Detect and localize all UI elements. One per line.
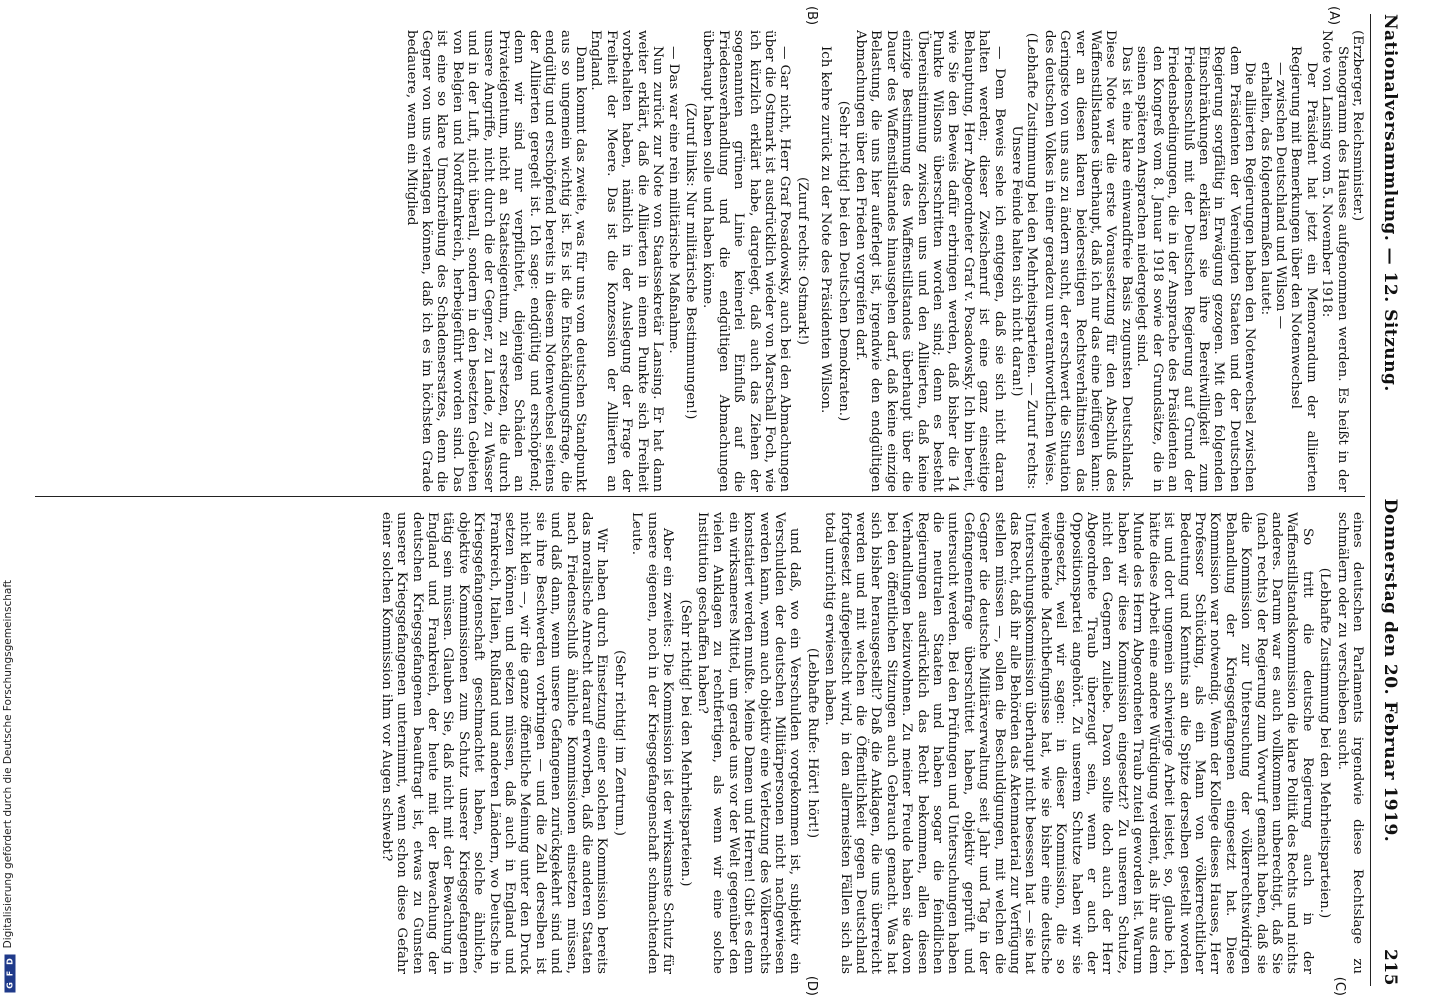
running-head: [1373, 14, 1407, 986]
paragraph: (Erzberger, Reichsminister.): [1350, 30, 1365, 222]
paragraph: Ich kehre zurück zu der Note des Präsidenten Wilson.: [818, 46, 834, 414]
interjection: (Lebhafte Zustimmung bei den Mehrheitsparteien. — Zuruf rechts: Unsere Feinde halten sich nicht daran!): [1009, 32, 1040, 490]
interjection: (Sehr richtig! bei den Deutschen Demokraten.): [835, 100, 851, 422]
paragraph: Aber ein zweites: Die Kommission ist der wirksamste Schutz für unsere eigenen, noch in der Kriegsgefangenschaft schmachtenden Leute.: [629, 512, 676, 974]
margin-marker-c: (C): [1332, 976, 1347, 996]
running-head-left: Nationalversammlung. — 12. Sitzung.: [1380, 14, 1400, 392]
margin-marker-b: (B): [804, 6, 819, 26]
paragraph: Der Präsident hat jetzt ein Memorandum der alliierten Regierung mit Bemerkungen über den Notenwechsel: [1288, 46, 1319, 492]
left-text-column: [35, 30, 1365, 492]
paragraph: So tritt die deutsche Regierung auch in der Waffenstillstandskommission die klare Politik des Rechts und nichts anderes. Darum war es auch vollkommen unberechtigt, daß Sie (nach rechts) der Regierung zum Vorwurf gemacht haben, daß sie die Kommission zur Untersuchung der völkerrechtswidrigen Behandlung der Kriegsgefangenen eingesetzt hat. Diese Kommission war notwendig. Wenn der Kollege dieses Hauses, Herr Professor Schücking, als ein Mann von völkerrechtlicher Bedeutung und Kenntnis an die Spitze derselben gestellt worden ist und dort ungemein schwierige Arbeit leistet, so, glaube ich, hätte diese Arbeit eine andere Würdigung verdient, als ihr aus dem Munde des Herrn Abgeordneten Traub zuteil geworden ist. Warum haben wir diese Kommission eingesetzt? Zu unserem Schutze, nicht den Gegnern zuliebe. Davon sollte doch auch der Herr Abgeordnete Traub überzeugt sein, wenn er auch der Oppositionspartei angehört. Zu unserem Schutze haben wir sie eingesetzt, weil wir sagen: in dieser Kommission, die so weitgehende Machtbefugnisse hat, wie sie bisher eine deutsche Untersuchungskommission überhaupt nicht besessen hat — sie hat das Recht, daß ihr alle Behörden das Aktenmaterial zur Verfügung stellen müssen —, sollen die Beschuldigungen, mit welchen die Gegner die deutsche Militärverwaltung seit Jahr und Tag in der Gefangenenfrage überschüttet haben, objektiv geprüft und untersucht werden. Bei den Prüfungen und Untersuchungen haben die neutralen Staaten und haben sogar die feindlichen Regierungen ausdrücklich das Recht bekommen, allen diesen Verhandlungen beizuwohnen. Zu meiner Freude haben sie davon bei den öffentlichen Sitzungen auch Gebrauch gemacht. Was hat sich bisher herausgestellt? Daß die Anklagen, die uns überreicht werden und mit welchen die Öffentlichkeit gegen Deutschland fortgesetzt aufgepeitscht wird, in den allermeisten Fällen sich als total unrichtig erwiesen haben.: [822, 512, 1315, 974]
paragraph: — zwischen Deutschland und Wilson —: [1272, 62, 1288, 330]
dfg-logo-letter: D: [5, 954, 16, 968]
paragraph: — Das war eine rein militärische Maßnahme.: [665, 46, 681, 354]
paragraph: — Gar nicht, Herr Graf Posadowsky, auch bei den Abmachungen über die Ostmark ist ausdrücklich wieder von Marschall Foch, wie ich kürzlich erklärt habe, dargelegt, daß auch das Ziehen der sogenannten grünen Linie keinerlei Einfluß auf die Friedensverhandlung und die endgültigen Abmachungen überhaupt haben solle und haben könne.: [700, 30, 793, 492]
paragraph: Die alliierten Regierungen haben den Notenwechsel zwischen dem Präsidenten der Vereinigten Staaten und der Deutschen Regierung sorgfältig in Erwägung gezogen. Mit den folgenden Einschränkungen erklären sie ihre Bereitwilligkeit zum Friedensschluß mit der Deutschen Regierung auf Grund der Friedensbedingungen, die in der Ansprache des Präsidenten an den Kongreß vom 8. Januar 1918 sowie der Grundsätze, die in seinen späteren Ansprachen niedergelegt sind.: [1134, 46, 1258, 492]
page-number: 215: [1380, 948, 1400, 986]
paragraph: Das ist eine klare einwandfreie Basis zugunsten Deutschlands. Diese Note war die erste Voraussetzung für den Abschluß des Waffenstillstandes überhaupt, daß ich nur das eine beifügen kann: wer an diesen klaren beiderseitigen Rechtsverhältnissen das Geringste von uns aus zu ändern sucht, der erschwert die Situation des deutschen Volkes in einer geradezu unverantwortlichen Weise.: [1041, 30, 1134, 492]
margin-marker-d: (D): [804, 975, 819, 996]
paragraph: Wir haben durch Einsetzung einer solchen Kommission bereits das moralische Anrecht darauf erworben, daß die anderen Staaten nach Friedensschluß ähnliche Kommissionen einsetzen müssen, und daß dann, wenn unsere Gefangenen zurückgekehrt sind und sie ihre Beschwerden vorbringen — und die Zahl derselben ist nicht klein —, wir die ganze öffentliche Meinung unter den Druck setzen können und setzen müssen, daß auch in England und Frankreich, Italien, Rußland und anderen Ländern, wo Deutsche in Kriegsgefangenschaft geschmachtet haben, solche ähnliche, objektive Kommissionen zum Schutz unserer Kriegsgefangenen tätig sein müssen. Glauben Sie, daß nicht mit der Bewachung in England und Frankreich, der heute mit der Bewachung der deutschen Kriegsgefangenen beauftragt ist, etwas zu Gunsten unserer Kriegsgefangenen unternimmt, wenn schon diese Gefahr einer solchen Kommission ihm vor Augen schwebt?: [378, 512, 610, 974]
dfg-logo-letter: F: [5, 966, 16, 980]
margin-marker-a: (A): [1326, 6, 1341, 26]
paragraph: Nun zurück zur Note von Staatssekretär Lansing. Er hat dann weiter erklärt, daß die Alliierten in einem Punkte sich Freiheit vorbehalten haben, nämlich in der Auslegung der Frage der Freiheit der Meere. Das ist die Konzession der Alliierten an England.: [588, 30, 666, 492]
right-text-column: [35, 512, 1365, 974]
header-rule: [1370, 14, 1371, 986]
paragraph: Dann kommt das zweite, was für uns vom deutschen Standpunkt aus so ungemein wichtig ist. Es ist die Entschädigungsfrage, die endgültig und erschöpfend bereits in diesem Notenwechsel seitens der Alliierten geregelt ist. Ich sage: endgültig und erschöpfend; denn wir sind nur verpflichtet, diejenigen Schäden an Privateigentum, nicht an Staatseigentum, zu ersetzen, die durch unsere Angriffe, nicht durch die der Gegner, zu Lande, zu Wasser und in der Luft, nicht überall, sondern in den besetzten Gebieten von Belgien und Nordfrankreich, herbeigeführt worden sind. Das ist eine so klare Umschreibung des Schadensersatzes, denn die Gegner von uns verlangen können, daß ich es im höchsten Grade bedauere, wenn ein Mitglied: [403, 30, 589, 492]
interjection: (Sehr richtig! im Zentrum.): [611, 650, 627, 836]
interjection: (Lebhafte Rufe: Hört! hört!): [804, 647, 820, 839]
interjection: (Zuruf rechts: Ostmark!): [794, 177, 810, 345]
dfg-logo-letter: G: [5, 978, 16, 992]
paragraph: — Dem Beweis sehe ich entgegen, daß sie sich nicht daran halten werden; dieser Zwischenruf ist eine ganz einseitige Behauptung, Herr Abgeordneter Graf v. Posadowsky. Ich bin bereit, wie Sie den Beweis dafür erbringen werden, daß bisher die 14 Punkte Wilsons überschritten worden sind; denn es besteht Übereinstimmung zwischen uns und den Alliierten, daß keine einzige Bestimmung des Waffenstillstandes überhaupt über die Dauer des Waffenstillstandes hinausgehen darf, daß keine einzige Belastung, die uns hier auferlegt ist, irgendwie den endgültigen Abmachungen über den Frieden vorgreifen darf.: [853, 30, 1007, 492]
dfg-logo-icon: [2, 954, 18, 992]
footer-strip: [0, 0, 20, 1000]
paragraph: eines deutschen Parlaments irgendwie diese Rechtslage zu schmälern oder zu verschieben sucht.: [1334, 512, 1365, 974]
running-head-center: Donnerstag den 20. Februar 1919.: [1380, 498, 1400, 843]
paragraph: und daß, wo ein Verschulden vorgekommen ist, subjektiv ein Verschulden der deutschen Militärpersonen nicht nachgewiesen werden kann, wenn auch objektiv eine Verletzung des Völkerrechts konstatiert werden mußte. Meine Damen und Herren! Gibt es denn ein wirksameres Mittel, um gerade uns vor der Welt gegenüber den vielen Anklagen zu rechtfertigen, als wenn wir eine solche Institution geschaffen haben?: [694, 512, 803, 974]
paragraph: erhalten, das folgendermaßen lautet:: [1257, 62, 1273, 316]
paragraph: Stenogramm des Hauses aufgenommen werden. Es heißt in der Note von Lansing vom 5. November 1918:: [1319, 30, 1350, 492]
interjection: (Lebhafte Zustimmung bei den Mehrheitsparteien.): [1317, 567, 1333, 919]
digitization-credit: Digitalisierung gefördert durch die Deutsche Forschungsgemeinschaft: [2, 579, 14, 948]
interjection: (Sehr richtig! bei den Mehrheitsparteien.): [677, 599, 693, 887]
column-divider: [35, 496, 1365, 497]
interjection: (Zuruf links: Nur militärische Bestimmungen!): [682, 102, 698, 420]
document-page: [17, 0, 1417, 1000]
